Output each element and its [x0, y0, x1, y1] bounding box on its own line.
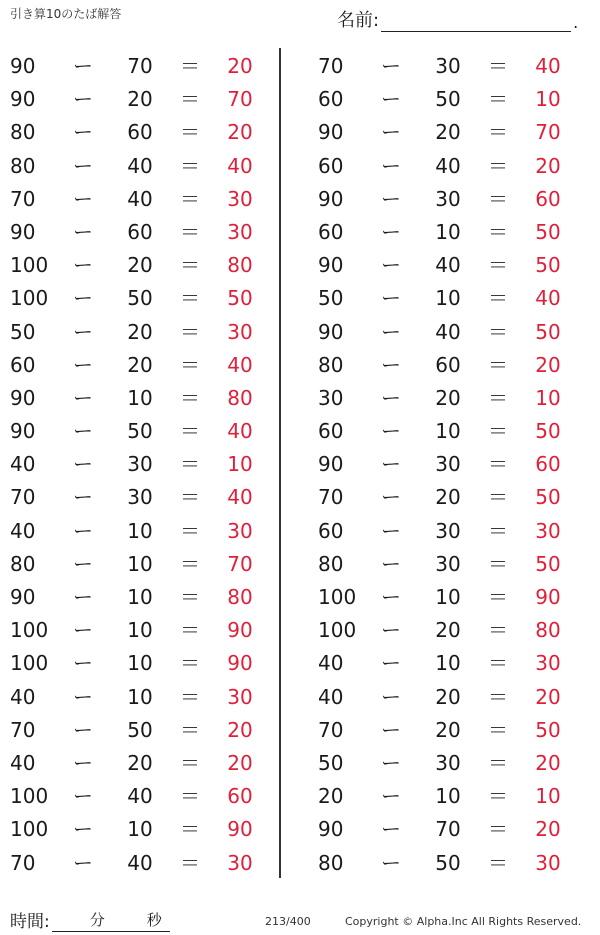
- minus-sign: ー: [381, 618, 401, 643]
- minus-sign: ー: [73, 717, 93, 742]
- minuend: 50: [318, 750, 344, 775]
- subtrahend: 10: [127, 518, 153, 543]
- subtrahend: 10: [435, 419, 461, 444]
- minuend: 90: [10, 385, 36, 410]
- answer: 50: [535, 419, 561, 444]
- subtrahend: 10: [127, 817, 153, 842]
- equals-sign: ＝: [180, 717, 200, 742]
- minus-sign: ー: [73, 750, 93, 775]
- minus-sign: ー: [73, 452, 93, 477]
- minus-sign: ー: [73, 419, 93, 444]
- minuend: 90: [318, 452, 344, 477]
- answer: 60: [535, 452, 561, 477]
- answer: 30: [227, 319, 253, 344]
- answer: 30: [227, 518, 253, 543]
- answer: 40: [227, 419, 253, 444]
- minuend: 90: [10, 419, 36, 444]
- answer: 20: [227, 54, 253, 78]
- subtrahend: 30: [127, 452, 153, 477]
- answer: 20: [535, 684, 561, 709]
- minus-sign: ー: [73, 385, 93, 410]
- subtrahend: 10: [127, 551, 153, 576]
- minuend: 40: [10, 750, 36, 775]
- minuend: 20: [318, 784, 344, 809]
- subtrahend: 30: [435, 750, 461, 775]
- minus-sign: ー: [73, 784, 93, 809]
- equals-sign: ＝: [180, 518, 200, 543]
- minuend: 90: [318, 186, 344, 211]
- answer: 90: [227, 651, 253, 676]
- answer: 40: [535, 54, 561, 78]
- equals-sign: ＝: [488, 551, 508, 576]
- answer: 50: [535, 253, 561, 278]
- minuend: 90: [318, 319, 344, 344]
- minus-sign: ー: [73, 618, 93, 643]
- minus-sign: ー: [381, 153, 401, 178]
- equals-sign: ＝: [180, 485, 200, 510]
- subtrahend: 40: [127, 784, 153, 809]
- subtrahend: 10: [435, 219, 461, 244]
- answer: 80: [535, 618, 561, 643]
- subtrahend: 30: [435, 186, 461, 211]
- minus-sign: ー: [381, 419, 401, 444]
- answer: 60: [227, 784, 253, 809]
- equals-sign: ＝: [180, 286, 200, 311]
- minuend: 80: [318, 551, 344, 576]
- answer: 80: [227, 585, 253, 609]
- equals-sign: ＝: [488, 153, 508, 178]
- equals-sign: ＝: [488, 186, 508, 211]
- minus-sign: ー: [381, 684, 401, 709]
- answer: 50: [535, 319, 561, 344]
- equals-sign: ＝: [180, 219, 200, 244]
- minus-sign: ー: [73, 153, 93, 178]
- minus-sign: ー: [381, 850, 401, 875]
- equals-sign: ＝: [488, 651, 508, 676]
- answer: 30: [535, 850, 561, 875]
- answer: 40: [227, 485, 253, 510]
- time-blank-line: [52, 909, 170, 932]
- minus-sign: ー: [381, 120, 401, 145]
- answer: 40: [227, 352, 253, 377]
- answer: 20: [535, 817, 561, 842]
- answer: 50: [535, 219, 561, 244]
- minuend: 100: [318, 618, 357, 643]
- column-divider: [279, 48, 281, 878]
- equals-sign: ＝: [488, 817, 508, 842]
- equals-sign: ＝: [180, 54, 200, 78]
- minus-sign: ー: [73, 87, 93, 112]
- subtrahend: 50: [435, 850, 461, 875]
- equals-sign: ＝: [180, 817, 200, 842]
- minuend: 70: [10, 717, 36, 742]
- minus-sign: ー: [73, 651, 93, 676]
- minus-sign: ー: [381, 518, 401, 543]
- equals-sign: ＝: [488, 120, 508, 145]
- answer: 10: [535, 87, 561, 112]
- equals-sign: ＝: [180, 186, 200, 211]
- answer: 70: [227, 87, 253, 112]
- equals-sign: ＝: [180, 618, 200, 643]
- minuend: 90: [318, 120, 344, 145]
- answer: 30: [535, 651, 561, 676]
- name-blank-line: [381, 11, 571, 32]
- worksheet-title: 引き算10のたば解答: [10, 7, 122, 21]
- equals-sign: ＝: [488, 485, 508, 510]
- equals-sign: ＝: [488, 452, 508, 477]
- minuend: 90: [10, 54, 36, 78]
- minuend: 70: [10, 850, 36, 875]
- minuend: 40: [10, 684, 36, 709]
- subtrahend: 10: [127, 585, 153, 609]
- minuend: 90: [10, 219, 36, 244]
- answer: 50: [535, 551, 561, 576]
- page-number: 213/400: [265, 915, 311, 928]
- minuend: 60: [318, 518, 344, 543]
- subtrahend: 10: [127, 385, 153, 410]
- subtrahend: 20: [127, 352, 153, 377]
- minuend: 90: [318, 817, 344, 842]
- equals-sign: ＝: [180, 153, 200, 178]
- subtrahend: 20: [127, 253, 153, 278]
- equals-sign: ＝: [180, 784, 200, 809]
- minuend: 60: [318, 219, 344, 244]
- time-field: [10, 907, 170, 932]
- minuend: 100: [10, 253, 49, 278]
- minus-sign: ー: [73, 485, 93, 510]
- equals-sign: ＝: [488, 54, 508, 78]
- subtrahend: 10: [435, 784, 461, 809]
- answer: 20: [227, 750, 253, 775]
- subtrahend: 20: [435, 485, 461, 510]
- minus-sign: ー: [73, 352, 93, 377]
- subtrahend: 60: [435, 352, 461, 377]
- equals-sign: ＝: [488, 684, 508, 709]
- subtrahend: 30: [435, 518, 461, 543]
- answer: 50: [535, 717, 561, 742]
- time-label: 時間:: [10, 912, 50, 932]
- minus-sign: ー: [73, 219, 93, 244]
- equals-sign: ＝: [488, 385, 508, 410]
- minus-sign: ー: [381, 186, 401, 211]
- minus-sign: ー: [381, 551, 401, 576]
- minuend: 100: [10, 784, 49, 809]
- equals-sign: ＝: [180, 385, 200, 410]
- minus-sign: ー: [381, 286, 401, 311]
- equals-sign: ＝: [180, 87, 200, 112]
- minus-sign: ー: [381, 54, 401, 78]
- minuend: 70: [318, 54, 344, 78]
- subtrahend: 20: [435, 120, 461, 145]
- minus-sign: ー: [73, 253, 93, 278]
- minuend: 60: [318, 87, 344, 112]
- minuend: 80: [318, 850, 344, 875]
- equals-sign: ＝: [488, 618, 508, 643]
- minus-sign: ー: [381, 253, 401, 278]
- minus-sign: ー: [381, 385, 401, 410]
- minuend: 40: [10, 452, 36, 477]
- subtrahend: 40: [127, 850, 153, 875]
- answer: 70: [535, 120, 561, 145]
- equals-sign: ＝: [180, 419, 200, 444]
- equals-sign: ＝: [180, 352, 200, 377]
- answer: 90: [535, 585, 561, 609]
- equals-sign: ＝: [180, 651, 200, 676]
- answer: 30: [227, 186, 253, 211]
- answer: 50: [535, 485, 561, 510]
- minus-sign: ー: [73, 286, 93, 311]
- minus-sign: ー: [73, 319, 93, 344]
- equals-sign: ＝: [180, 750, 200, 775]
- subtrahend: 70: [127, 54, 153, 78]
- answer: 30: [227, 850, 253, 875]
- subtrahend: 10: [127, 618, 153, 643]
- subtrahend: 40: [127, 153, 153, 178]
- minuend: 90: [10, 87, 36, 112]
- minuend: 70: [318, 717, 344, 742]
- equals-sign: ＝: [180, 585, 200, 609]
- minus-sign: ー: [381, 651, 401, 676]
- subtrahend: 20: [127, 750, 153, 775]
- equals-sign: ＝: [180, 684, 200, 709]
- equals-sign: ＝: [488, 219, 508, 244]
- answer: 50: [227, 286, 253, 311]
- answer: 20: [227, 120, 253, 145]
- minus-sign: ー: [73, 54, 93, 78]
- minuend: 70: [10, 485, 36, 510]
- minus-sign: ー: [73, 817, 93, 842]
- minuend: 90: [10, 585, 36, 609]
- subtrahend: 70: [435, 817, 461, 842]
- subtrahend: 60: [127, 120, 153, 145]
- subtrahend: 10: [127, 684, 153, 709]
- subtrahend: 10: [435, 585, 461, 609]
- minus-sign: ー: [73, 551, 93, 576]
- minuend: 70: [318, 485, 344, 510]
- equals-sign: ＝: [488, 518, 508, 543]
- minuend: 90: [318, 253, 344, 278]
- minus-sign: ー: [381, 750, 401, 775]
- name-field: [337, 6, 578, 32]
- minuend: 100: [10, 286, 49, 311]
- answer: 10: [227, 452, 253, 477]
- subtrahend: 20: [435, 684, 461, 709]
- minus-sign: ー: [381, 585, 401, 609]
- minus-sign: ー: [73, 120, 93, 145]
- name-end-mark: .: [573, 13, 579, 32]
- answer: 30: [227, 684, 253, 709]
- answer: 20: [535, 153, 561, 178]
- answer: 10: [535, 784, 561, 809]
- answer: 60: [535, 186, 561, 211]
- equals-sign: ＝: [488, 253, 508, 278]
- minus-sign: ー: [381, 784, 401, 809]
- answer: 30: [535, 518, 561, 543]
- answer: 40: [535, 286, 561, 311]
- minuend: 80: [10, 153, 36, 178]
- answer: 20: [227, 717, 253, 742]
- subtrahend: 20: [127, 319, 153, 344]
- subtrahend: 40: [127, 186, 153, 211]
- minus-sign: ー: [73, 684, 93, 709]
- minus-sign: ー: [381, 87, 401, 112]
- subtrahend: 20: [435, 618, 461, 643]
- subtrahend: 40: [435, 153, 461, 178]
- minus-sign: ー: [381, 352, 401, 377]
- equals-sign: ＝: [488, 87, 508, 112]
- minus-sign: ー: [73, 186, 93, 211]
- minus-sign: ー: [73, 518, 93, 543]
- equals-sign: ＝: [488, 352, 508, 377]
- minuend: 80: [318, 352, 344, 377]
- minuend: 100: [10, 817, 49, 842]
- answer: 10: [535, 385, 561, 410]
- equals-sign: ＝: [180, 253, 200, 278]
- answer: 80: [227, 385, 253, 410]
- minus-sign: ー: [381, 452, 401, 477]
- equals-sign: ＝: [180, 551, 200, 576]
- minus-sign: ー: [381, 219, 401, 244]
- subtrahend: 20: [435, 385, 461, 410]
- copyright-text: Copyright © Alpha.Inc All Rights Reserved.: [345, 915, 582, 928]
- equals-sign: ＝: [488, 717, 508, 742]
- subtrahend: 10: [435, 651, 461, 676]
- minuend: 60: [10, 352, 36, 377]
- minute-label: 分: [89, 911, 105, 929]
- minuend: 70: [10, 186, 36, 211]
- equals-sign: ＝: [488, 850, 508, 875]
- answer: 20: [535, 750, 561, 775]
- minuend: 50: [318, 286, 344, 311]
- minuend: 80: [10, 551, 36, 576]
- answer: 90: [227, 618, 253, 643]
- minuend: 100: [10, 618, 49, 643]
- minuend: 40: [10, 518, 36, 543]
- subtrahend: 10: [435, 286, 461, 311]
- minus-sign: ー: [381, 817, 401, 842]
- minus-sign: ー: [381, 485, 401, 510]
- subtrahend: 50: [435, 87, 461, 112]
- subtrahend: 20: [435, 717, 461, 742]
- minuend: 50: [10, 319, 36, 344]
- equals-sign: ＝: [488, 319, 508, 344]
- subtrahend: 50: [127, 717, 153, 742]
- subtrahend: 50: [127, 419, 153, 444]
- equals-sign: ＝: [180, 850, 200, 875]
- minus-sign: ー: [73, 585, 93, 609]
- equals-sign: ＝: [488, 585, 508, 609]
- minuend: 40: [318, 651, 344, 676]
- equals-sign: ＝: [488, 750, 508, 775]
- subtrahend: 10: [127, 651, 153, 676]
- subtrahend: 40: [435, 319, 461, 344]
- subtrahend: 30: [435, 452, 461, 477]
- subtrahend: 50: [127, 286, 153, 311]
- subtrahend: 20: [127, 87, 153, 112]
- equals-sign: ＝: [488, 419, 508, 444]
- minus-sign: ー: [381, 717, 401, 742]
- minuend: 60: [318, 153, 344, 178]
- minuend: 100: [318, 585, 357, 609]
- answer: 90: [227, 817, 253, 842]
- minuend: 60: [318, 419, 344, 444]
- equals-sign: ＝: [488, 784, 508, 809]
- equals-sign: ＝: [180, 452, 200, 477]
- subtrahend: 30: [435, 551, 461, 576]
- minuend: 80: [10, 120, 36, 145]
- subtrahend: 60: [127, 219, 153, 244]
- answer: 80: [227, 253, 253, 278]
- minuend: 40: [318, 684, 344, 709]
- equals-sign: ＝: [180, 319, 200, 344]
- answer: 40: [227, 153, 253, 178]
- subtrahend: 30: [127, 485, 153, 510]
- minus-sign: ー: [381, 319, 401, 344]
- name-label: 名前:: [337, 10, 380, 31]
- answer: 30: [227, 219, 253, 244]
- equals-sign: ＝: [180, 120, 200, 145]
- subtrahend: 40: [435, 253, 461, 278]
- answer: 20: [535, 352, 561, 377]
- minuend: 30: [318, 385, 344, 410]
- subtrahend: 30: [435, 54, 461, 78]
- minuend: 100: [10, 651, 49, 676]
- answer: 70: [227, 551, 253, 576]
- minus-sign: ー: [73, 850, 93, 875]
- second-label: 秒: [146, 911, 162, 929]
- equals-sign: ＝: [488, 286, 508, 311]
